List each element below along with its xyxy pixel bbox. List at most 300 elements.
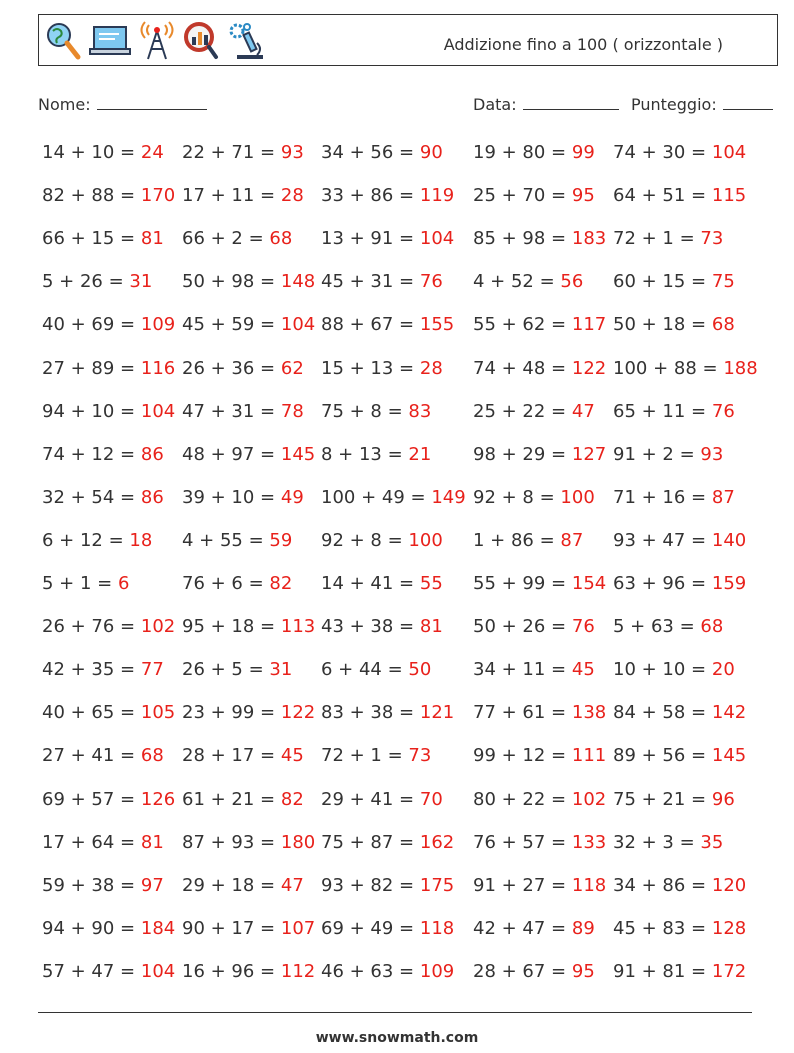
problem-cell	[613, 142, 746, 163]
problem-expression: 84 + 58 =	[613, 702, 707, 724]
problem-expression: 5 + 26 =	[42, 271, 124, 293]
problem-cell	[321, 616, 443, 637]
problem-answer: 109	[140, 314, 176, 336]
problem-expression: 71 + 16 =	[613, 486, 707, 508]
problem-cell	[321, 487, 466, 508]
problem-answer: 59	[269, 529, 293, 551]
problem-answer: 70	[419, 788, 443, 810]
problem-cell	[182, 530, 292, 551]
problem-answer: 102	[140, 616, 176, 638]
problem-cell	[613, 401, 735, 422]
problem-answer: 184	[140, 917, 176, 939]
problem-answer: 148	[280, 271, 316, 293]
header-icons	[45, 20, 267, 62]
problem-cell	[473, 401, 595, 422]
problem-answer: 121	[419, 702, 455, 724]
footer-website: www.snowmath.com	[315, 1030, 479, 1046]
problem-expression: 28 + 17 =	[182, 745, 276, 767]
problem-expression: 64 + 51 =	[613, 185, 707, 207]
problem-cell	[182, 875, 304, 896]
problem-cell	[473, 358, 606, 379]
problem-expression: 48 + 97 =	[182, 443, 276, 465]
problem-answer: 142	[711, 702, 747, 724]
problem-expression: 100 + 49 =	[321, 486, 426, 508]
problem-cell	[42, 444, 164, 465]
problem-answer: 127	[571, 443, 607, 465]
problem-expression: 28 + 67 =	[473, 960, 567, 982]
problem-cell	[321, 401, 431, 422]
problem-cell	[42, 659, 164, 680]
problem-cell	[182, 659, 292, 680]
problem-answer: 122	[571, 357, 607, 379]
problem-answer: 87	[711, 486, 735, 508]
problem-answer: 86	[140, 486, 164, 508]
problem-answer: 68	[140, 745, 164, 767]
problem-answer: 28	[280, 185, 304, 207]
problem-answer: 100	[408, 529, 443, 551]
problem-answer: 21	[408, 443, 432, 465]
problem-cell	[473, 271, 583, 292]
problem-expression: 72 + 1 =	[613, 228, 695, 250]
antenna-tower-icon	[139, 21, 175, 61]
problem-answer: 81	[419, 616, 443, 638]
problem-answer: 93	[280, 142, 304, 163]
problem-expression: 27 + 89 =	[42, 357, 136, 379]
worksheet-title: Addizione fino a 100 ( orizzontale )	[443, 35, 723, 54]
problem-cell	[42, 185, 175, 206]
problem-expression: 90 + 17 =	[182, 917, 276, 939]
problem-cell	[182, 271, 315, 292]
problem-answer: 31	[129, 271, 153, 293]
problem-answer: 172	[711, 960, 747, 982]
problem-expression: 92 + 8 =	[321, 529, 403, 551]
problem-cell	[42, 573, 129, 594]
problem-expression: 99 + 12 =	[473, 745, 567, 767]
problem-cell	[42, 875, 164, 896]
problem-answer: 31	[269, 659, 293, 681]
problem-expression: 88 + 67 =	[321, 314, 415, 336]
problem-answer: 96	[711, 788, 735, 810]
problem-answer: 45	[571, 659, 595, 681]
problem-answer: 6	[117, 573, 130, 594]
problem-cell	[321, 702, 454, 723]
problem-expression: 45 + 31 =	[321, 271, 415, 293]
problem-answer: 115	[711, 185, 747, 207]
problem-cell	[473, 616, 595, 637]
problem-expression: 76 + 57 =	[473, 831, 567, 853]
problem-answer: 56	[560, 271, 584, 293]
problem-answer: 100	[560, 486, 595, 508]
problem-cell	[473, 961, 595, 982]
problem-cell	[42, 530, 152, 551]
problem-expression: 47 + 31 =	[182, 400, 276, 422]
problem-expression: 82 + 88 =	[42, 185, 136, 207]
problem-cell	[473, 745, 606, 766]
problem-answer: 93	[700, 443, 724, 465]
problem-expression: 8 + 13 =	[321, 443, 403, 465]
problem-cell	[473, 185, 595, 206]
problem-answer: 111	[571, 745, 607, 767]
worksheet-header	[38, 14, 778, 66]
score-field	[631, 95, 773, 114]
problem-cell	[42, 271, 152, 292]
problem-cell	[613, 530, 746, 551]
problem-cell	[473, 530, 583, 551]
problem-answer: 47	[280, 874, 304, 896]
problem-expression: 4 + 55 =	[182, 529, 264, 551]
problem-expression: 6 + 12 =	[42, 529, 124, 551]
problem-expression: 16 + 96 =	[182, 960, 276, 982]
problem-expression: 93 + 82 =	[321, 874, 415, 896]
problem-expression: 26 + 76 =	[42, 616, 136, 638]
problem-cell	[473, 444, 606, 465]
problem-expression: 60 + 15 =	[613, 271, 707, 293]
problem-expression: 95 + 18 =	[182, 616, 276, 638]
problem-expression: 80 + 22 =	[473, 788, 567, 810]
problem-expression: 66 + 2 =	[182, 228, 264, 250]
problem-cell	[473, 314, 606, 335]
problem-cell	[473, 702, 606, 723]
problem-cell	[321, 918, 454, 939]
problem-cell	[42, 358, 175, 379]
problem-answer: 113	[280, 616, 316, 638]
problem-answer: 20	[711, 659, 735, 681]
problem-cell	[473, 487, 595, 508]
problem-cell	[182, 185, 304, 206]
problem-answer: 112	[280, 960, 316, 982]
problem-cell	[613, 573, 746, 594]
problem-expression: 75 + 8 =	[321, 400, 403, 422]
problem-answer: 188	[723, 357, 758, 379]
name-field	[38, 95, 207, 114]
problem-answer: 95	[571, 185, 595, 207]
problem-expression: 14 + 41 =	[321, 573, 415, 594]
problem-cell	[613, 314, 735, 335]
problem-cell	[321, 185, 454, 206]
problem-answer: 76	[571, 616, 595, 638]
problem-answer: 175	[419, 874, 455, 896]
problem-answer: 109	[419, 960, 455, 982]
problem-cell	[613, 875, 746, 896]
problem-cell	[321, 875, 454, 896]
problem-cell	[42, 745, 164, 766]
problem-answer: 107	[280, 917, 316, 939]
problem-cell	[613, 271, 735, 292]
problem-answer: 35	[700, 831, 724, 853]
problem-cell	[182, 961, 315, 982]
problem-expression: 46 + 63 =	[321, 960, 415, 982]
problem-cell	[42, 961, 175, 982]
problem-cell	[182, 142, 304, 163]
problem-cell	[473, 875, 606, 896]
problem-cell	[613, 185, 746, 206]
problem-answer: 104	[711, 142, 747, 163]
problem-cell	[42, 228, 164, 249]
problem-answer: 128	[711, 917, 747, 939]
problem-expression: 26 + 36 =	[182, 357, 276, 379]
problem-answer: 76	[711, 400, 735, 422]
problem-answer: 154	[571, 573, 607, 594]
problem-answer: 155	[419, 314, 455, 336]
problem-answer: 159	[711, 573, 747, 594]
problem-expression: 74 + 12 =	[42, 443, 136, 465]
problem-expression: 34 + 56 =	[321, 142, 415, 163]
problem-answer: 180	[280, 831, 316, 853]
problem-expression: 34 + 86 =	[613, 874, 707, 896]
problem-answer: 145	[711, 745, 747, 767]
problem-answer: 73	[408, 745, 432, 767]
problem-expression: 6 + 44 =	[321, 659, 403, 681]
problem-expression: 29 + 18 =	[182, 874, 276, 896]
problem-cell	[42, 702, 175, 723]
problem-cell	[182, 314, 315, 335]
problem-answer: 117	[571, 314, 607, 336]
problem-answer: 116	[140, 357, 176, 379]
problem-expression: 4 + 52 =	[473, 271, 555, 293]
problem-cell	[42, 487, 164, 508]
problem-expression: 75 + 21 =	[613, 788, 707, 810]
problem-answer: 183	[571, 228, 607, 250]
problem-cell	[613, 659, 735, 680]
problem-expression: 17 + 64 =	[42, 831, 136, 853]
problem-expression: 50 + 26 =	[473, 616, 567, 638]
problem-expression: 14 + 10 =	[42, 142, 136, 163]
problem-answer: 68	[269, 228, 293, 250]
problem-expression: 50 + 98 =	[182, 271, 276, 293]
problem-cell	[473, 789, 606, 810]
problem-cell	[321, 444, 431, 465]
problem-expression: 55 + 62 =	[473, 314, 567, 336]
problem-cell	[182, 444, 315, 465]
name-line[interactable]	[97, 95, 207, 110]
problem-expression: 33 + 86 =	[321, 185, 415, 207]
problem-answer: 82	[280, 788, 304, 810]
problem-answer: 28	[419, 357, 443, 379]
problem-answer: 78	[280, 400, 304, 422]
laptop-icon	[89, 24, 131, 58]
problem-expression: 61 + 21 =	[182, 788, 276, 810]
problem-cell	[321, 314, 454, 335]
problem-answer: 104	[419, 228, 455, 250]
problem-cell	[182, 789, 304, 810]
problem-answer: 87	[560, 529, 584, 551]
problem-cell	[182, 918, 315, 939]
problem-expression: 85 + 98 =	[473, 228, 567, 250]
problem-expression: 23 + 99 =	[182, 702, 276, 724]
problem-answer: 81	[140, 228, 164, 250]
problem-expression: 55 + 99 =	[473, 573, 567, 594]
problem-answer: 118	[419, 917, 455, 939]
problem-expression: 22 + 71 =	[182, 142, 276, 163]
problem-answer: 162	[419, 831, 455, 853]
problem-cell	[182, 358, 304, 379]
problem-cell	[613, 228, 723, 249]
problem-expression: 42 + 35 =	[42, 659, 136, 681]
problem-cell	[42, 314, 175, 335]
problem-answer: 118	[571, 874, 607, 896]
problem-expression: 74 + 48 =	[473, 357, 567, 379]
problem-cell	[473, 573, 606, 594]
problem-cell	[182, 487, 304, 508]
problem-answer: 68	[711, 314, 735, 336]
problem-answer: 133	[571, 831, 607, 853]
problem-expression: 77 + 61 =	[473, 702, 567, 724]
problem-answer: 86	[140, 443, 164, 465]
problem-expression: 72 + 1 =	[321, 745, 403, 767]
problem-cell	[613, 832, 723, 853]
problem-cell	[473, 659, 595, 680]
problem-expression: 40 + 65 =	[42, 702, 136, 724]
problem-expression: 27 + 41 =	[42, 745, 136, 767]
problem-expression: 17 + 11 =	[182, 185, 276, 207]
magnifier-globe-icon	[45, 21, 81, 61]
problem-cell	[613, 487, 735, 508]
problem-expression: 87 + 93 =	[182, 831, 276, 853]
problem-answer: 77	[140, 659, 164, 681]
date-label: Data:	[473, 95, 517, 114]
problem-answer: 102	[571, 788, 607, 810]
problem-answer: 99	[571, 142, 595, 163]
problem-expression: 91 + 2 =	[613, 443, 695, 465]
problem-answer: 104	[140, 400, 176, 422]
problem-answer: 149	[431, 486, 466, 508]
problem-cell	[42, 142, 164, 163]
problem-answer: 62	[280, 357, 304, 379]
name-label: Nome:	[38, 95, 91, 114]
problem-answer: 89	[571, 917, 595, 939]
problem-expression: 39 + 10 =	[182, 486, 276, 508]
date-field	[473, 95, 619, 114]
problem-answer: 120	[711, 874, 747, 896]
problem-cell	[182, 745, 304, 766]
problem-cell	[321, 832, 454, 853]
problem-expression: 59 + 38 =	[42, 874, 136, 896]
problem-expression: 94 + 90 =	[42, 917, 136, 939]
problem-expression: 32 + 54 =	[42, 486, 136, 508]
problem-cell	[182, 401, 304, 422]
problem-answer: 49	[280, 486, 304, 508]
problem-answer: 95	[571, 960, 595, 982]
problem-cell	[321, 789, 443, 810]
microscope-gears-icon	[227, 21, 267, 61]
magnifier-chart-icon	[183, 21, 219, 61]
problem-expression: 63 + 96 =	[613, 573, 707, 594]
problem-cell	[42, 616, 175, 637]
problem-answer: 145	[280, 443, 316, 465]
problem-answer: 24	[140, 142, 164, 163]
problem-cell	[182, 832, 315, 853]
problem-expression: 69 + 57 =	[42, 788, 136, 810]
problem-expression: 89 + 56 =	[613, 745, 707, 767]
problem-expression: 13 + 91 =	[321, 228, 415, 250]
date-line[interactable]	[523, 95, 619, 110]
problem-answer: 83	[408, 400, 432, 422]
problem-expression: 40 + 69 =	[42, 314, 136, 336]
problem-answer: 45	[280, 745, 304, 767]
footer-divider	[38, 1012, 752, 1013]
problem-cell	[613, 961, 746, 982]
problem-expression: 74 + 30 =	[613, 142, 707, 163]
problem-expression: 76 + 6 =	[182, 573, 264, 594]
score-line[interactable]	[723, 95, 773, 110]
problem-answer: 138	[571, 702, 607, 724]
problem-expression: 98 + 29 =	[473, 443, 567, 465]
problem-answer: 140	[711, 529, 747, 551]
problem-cell	[613, 789, 735, 810]
problem-expression: 10 + 10 =	[613, 659, 707, 681]
problem-expression: 5 + 63 =	[613, 616, 695, 638]
score-label: Punteggio:	[631, 95, 717, 114]
problem-cell	[321, 961, 454, 982]
problem-answer: 90	[419, 142, 443, 163]
problem-answer: 47	[571, 400, 595, 422]
problem-cell	[473, 832, 606, 853]
problem-cell	[182, 573, 292, 594]
problem-cell	[473, 228, 606, 249]
problem-expression: 29 + 41 =	[321, 788, 415, 810]
problem-cell	[321, 271, 443, 292]
problem-cell	[182, 702, 315, 723]
problem-cell	[613, 616, 723, 637]
problem-expression: 91 + 81 =	[613, 960, 707, 982]
problem-cell	[321, 228, 454, 249]
problem-cell	[613, 358, 758, 379]
problem-expression: 34 + 11 =	[473, 659, 567, 681]
problem-cell	[182, 228, 292, 249]
problem-expression: 25 + 70 =	[473, 185, 567, 207]
problem-cell	[473, 918, 595, 939]
problem-expression: 15 + 13 =	[321, 357, 415, 379]
problem-answer: 126	[140, 788, 176, 810]
problem-answer: 18	[129, 529, 153, 551]
problem-expression: 50 + 18 =	[613, 314, 707, 336]
problem-cell	[321, 745, 431, 766]
problem-expression: 83 + 38 =	[321, 702, 415, 724]
problem-cell	[42, 918, 175, 939]
problem-answer: 105	[140, 702, 176, 724]
problem-expression: 94 + 10 =	[42, 400, 136, 422]
problem-expression: 100 + 88 =	[613, 357, 718, 379]
problem-answer: 68	[700, 616, 724, 638]
problem-expression: 45 + 83 =	[613, 917, 707, 939]
problem-expression: 75 + 87 =	[321, 831, 415, 853]
problem-expression: 45 + 59 =	[182, 314, 276, 336]
problem-answer: 119	[419, 185, 455, 207]
problem-expression: 1 + 86 =	[473, 529, 555, 551]
problem-cell	[613, 702, 746, 723]
problem-answer: 81	[140, 831, 164, 853]
problem-cell	[321, 573, 443, 594]
problem-expression: 65 + 11 =	[613, 400, 707, 422]
problem-answer: 75	[711, 271, 735, 293]
problem-expression: 91 + 27 =	[473, 874, 567, 896]
problem-cell	[613, 918, 746, 939]
problem-answer: 104	[280, 314, 316, 336]
problem-cell	[613, 745, 746, 766]
problem-answer: 50	[408, 659, 432, 681]
problem-expression: 25 + 22 =	[473, 400, 567, 422]
problem-cell	[321, 659, 431, 680]
problem-expression: 43 + 38 =	[321, 616, 415, 638]
problem-answer: 170	[140, 185, 176, 207]
problem-expression: 66 + 15 =	[42, 228, 136, 250]
problem-answer: 82	[269, 573, 293, 594]
problem-expression: 42 + 47 =	[473, 917, 567, 939]
problem-answer: 97	[140, 874, 164, 896]
problem-answer: 55	[419, 573, 443, 594]
problem-expression: 92 + 8 =	[473, 486, 555, 508]
problem-cell	[42, 789, 175, 810]
